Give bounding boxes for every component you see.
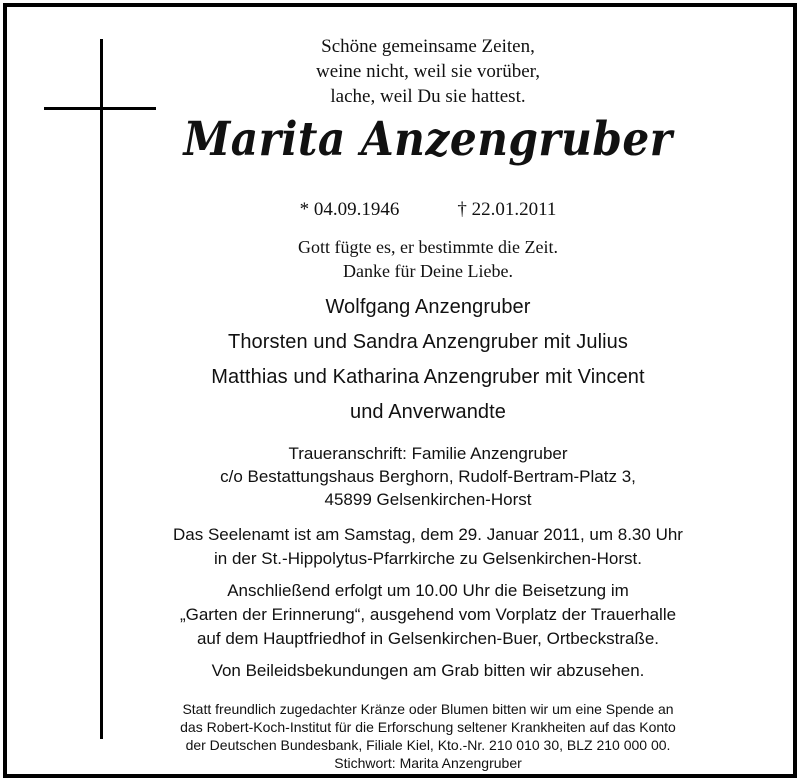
donation-keyword: Stichwort: Marita Anzengruber xyxy=(334,755,522,772)
address-line: Traueranschrift: Familie Anzengruber xyxy=(288,444,568,464)
deceased-name: Marita Anzengruber xyxy=(183,112,673,167)
donation-line: das Robert-Koch-Institut für die Erforschung seltener Krankheiten auf das Konto xyxy=(180,719,676,736)
mourning-address xyxy=(118,442,738,511)
donation-line: der Deutschen Bundesbank, Filiale Kiel, Kto.-Nr. 210 010 30, BLZ 210 000 00. xyxy=(185,737,671,754)
funeral-service-details xyxy=(118,523,738,651)
birth-date: * 04.09.1946 xyxy=(299,199,400,221)
address-line: c/o Bestattungshaus Berghorn, Rudolf-Bertram-Platz 3, xyxy=(220,467,636,487)
life-dates xyxy=(118,198,738,222)
mourner-name: Matthias und Katharina Anzengruber mit Vincent xyxy=(211,366,645,389)
donation-request xyxy=(118,700,738,772)
motto-line: lache, weil Du sie hattest. xyxy=(330,86,526,107)
service-line: Das Seelenamt ist am Samstag, dem 29. Januar 2011, um 8.30 Uhr xyxy=(173,525,683,545)
condolence-note: Von Beileidsbekundungen am Grab bitten wir abzusehen. xyxy=(211,661,645,681)
service-line: in der St.-Hippolytus-Pfarrkirche zu Gelsenkirchen-Horst. xyxy=(214,549,642,569)
motto-line: weine nicht, weil sie vorüber, xyxy=(315,61,540,82)
donation-line: Statt freundlich zugedachter Kränze oder Blumen bitten wir um eine Spende an xyxy=(182,701,674,718)
death-date: † 22.01.2011 xyxy=(457,199,557,221)
burial-line: „Garten der Erinnerung“, ausgehend vom Vorplatz der Trauerhalle xyxy=(179,605,677,625)
cross-icon-vertical-beam xyxy=(100,39,103,739)
verse-line: Gott fügte es, er bestimmte die Zeit. xyxy=(298,237,558,258)
mourner-name: und Anverwandte xyxy=(349,401,507,424)
address-line: 45899 Gelsenkirchen-Horst xyxy=(324,490,532,510)
memorial-verse xyxy=(118,235,738,283)
mourner-name: Thorsten und Sandra Anzengruber mit Julius xyxy=(228,331,628,354)
mourners-list xyxy=(118,290,738,430)
burial-line: auf dem Hauptfriedhof in Gelsenkirchen-Buer, Ortbeckstraße. xyxy=(196,629,660,649)
mourner-name: Wolfgang Anzengruber xyxy=(325,296,531,319)
verse-line: Danke für Deine Liebe. xyxy=(343,261,513,282)
burial-line: Anschließend erfolgt um 10.00 Uhr die Beisetzung im xyxy=(227,581,629,601)
motto-line: Schöne gemeinsame Zeiten, xyxy=(321,36,535,57)
paragraph-spacing xyxy=(118,571,738,579)
memorial-motto xyxy=(118,34,738,109)
obituary-notice xyxy=(118,32,738,772)
